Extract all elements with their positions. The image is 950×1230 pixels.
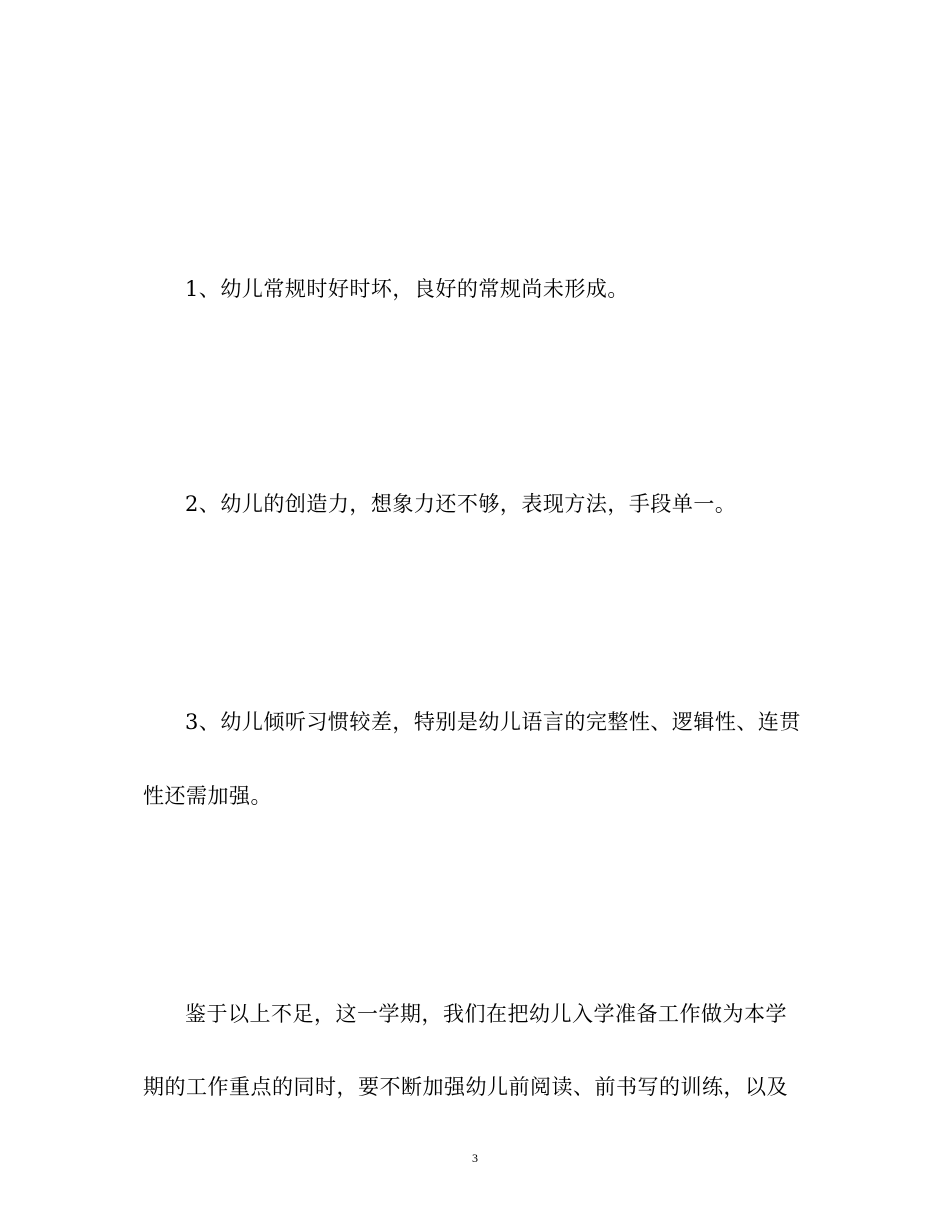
page-number: 3 — [472, 1151, 478, 1165]
paragraph-1-line-1: 1、幼儿常规时好时坏，良好的常规尚未形成。 — [185, 277, 629, 301]
paragraph-3-line-2: 性还需加强。 — [143, 784, 272, 808]
paragraph-2-line-1: 2、幼儿的创造力，想象力还不够，表现方法，手段单一。 — [185, 492, 737, 516]
paragraph-4-line-2: 期的工作重点的同时，要不断加强幼儿前阅读、前书写的训练，以及 — [143, 1075, 788, 1099]
paragraph-4-line-1: 鉴于以上不足，这一学期，我们在把幼儿入学准备工作做为本学 — [185, 1002, 787, 1026]
paragraph-3-line-1: 3、幼儿倾听习惯较差，特别是幼儿语言的完整性、逻辑性、连贯 — [185, 710, 801, 734]
